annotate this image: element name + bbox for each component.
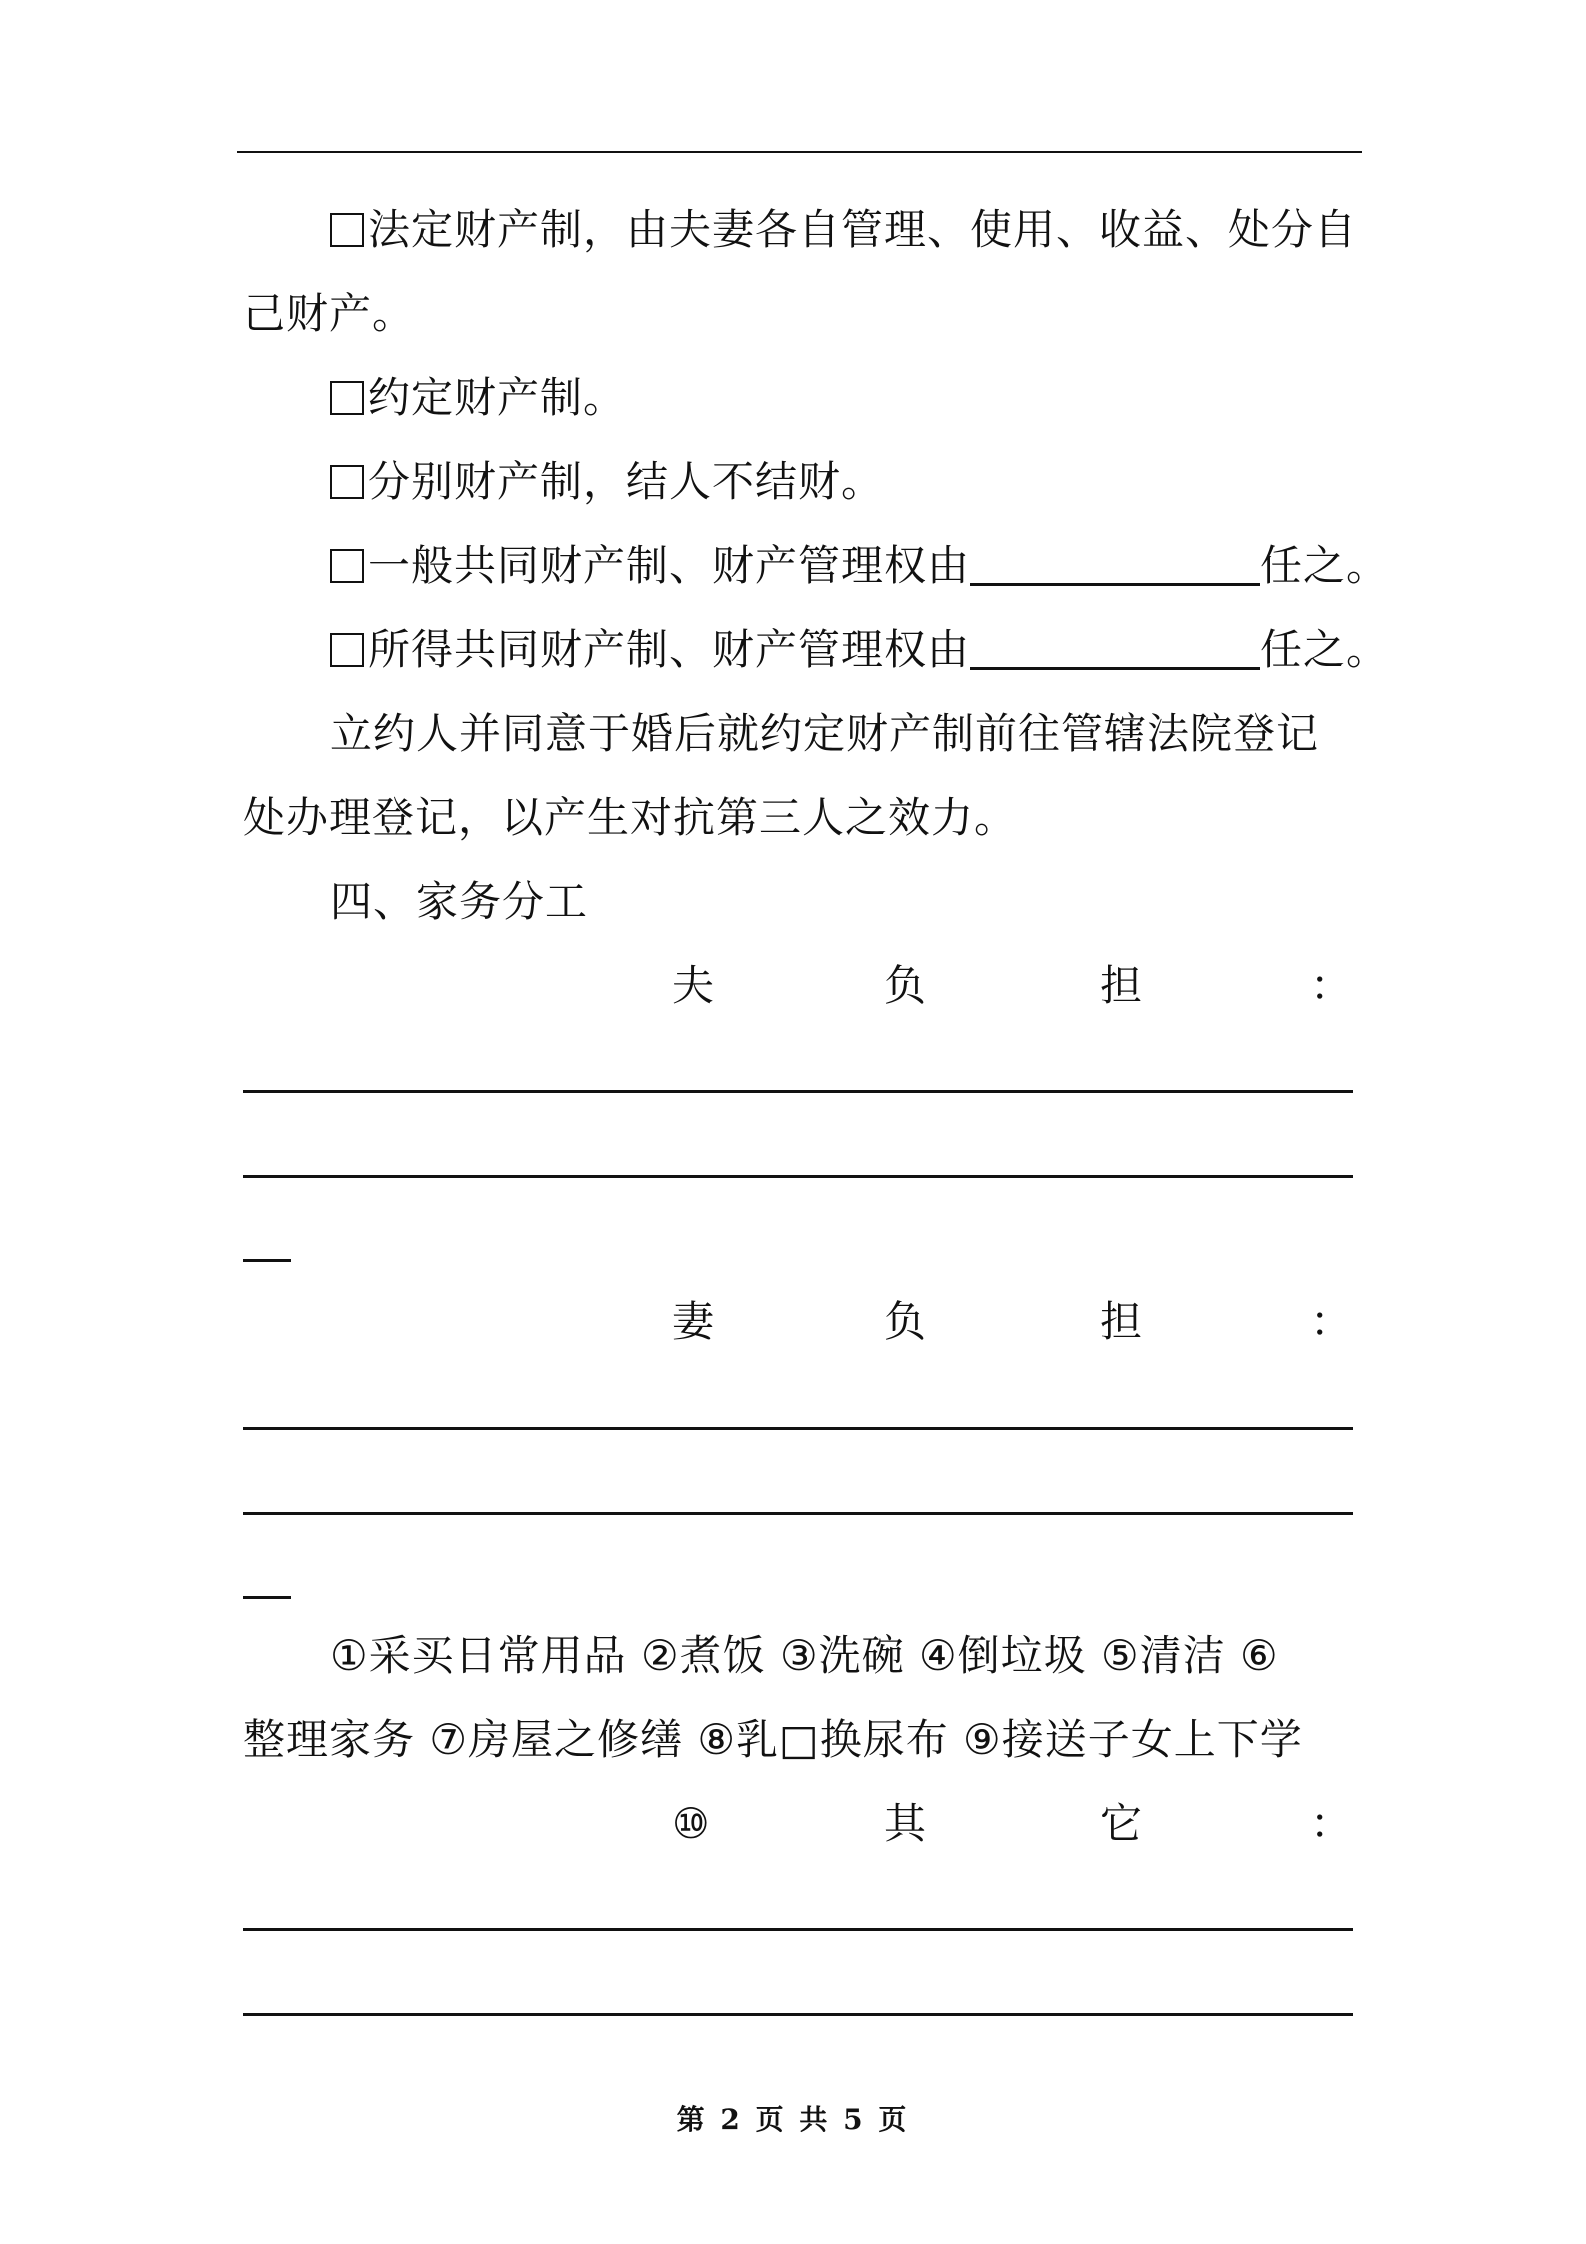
paragraph-agreed-property: 约定财产制。 <box>330 368 1450 428</box>
checkbox-separate[interactable] <box>330 465 364 499</box>
checkbox-statutory[interactable] <box>330 213 364 247</box>
wife-fill-line-2[interactable] <box>243 1512 1353 1515</box>
manager-blank-acquired[interactable] <box>970 627 1260 670</box>
paragraph-acquired-common-property: 所得共同财产制、财产管理权由 任之。 <box>330 620 1450 680</box>
paragraph-statutory-cont: 己财产。 <box>243 289 416 338</box>
checkbox-acquired-common[interactable] <box>330 633 364 667</box>
checkbox-general-common[interactable] <box>330 549 364 583</box>
wife-fill-line-1[interactable] <box>243 1427 1353 1430</box>
other-fill-line-1[interactable] <box>243 1928 1353 1931</box>
paragraph-general-common-property: 一般共同财产制、财产管理权由 任之。 <box>330 536 1450 596</box>
page-number: 第 2 页 共 5 页 <box>676 2103 910 2136</box>
manager-blank-general[interactable] <box>970 543 1260 586</box>
husband-fill-line-2[interactable] <box>243 1175 1353 1178</box>
chores-list-cont: 整理家务 ⑦房屋之修缮 ⑧乳□换尿布 ⑨接送子女上下学 <box>243 1715 1303 1764</box>
paragraph-separate-property: 分别财产制，结人不结财。 <box>330 452 1450 512</box>
chores-list: ①采买日常用品 ②煮饭 ③洗碗 ④倒垃圾 ⑤清洁 ⑥ <box>330 1631 1279 1680</box>
paragraph-statutory-property: 法定财产制，由夫妻各自管理、使用、收益、处分自 <box>330 200 1450 260</box>
other-fill-line-2[interactable] <box>243 2013 1353 2016</box>
husband-fill-line-1[interactable] <box>243 1090 1353 1093</box>
checkbox-agreed[interactable] <box>330 381 364 415</box>
husband-fill-line-3[interactable] <box>243 1259 291 1262</box>
paragraph-registration-cont: 处办理登记，以产生对抗第三人之效力。 <box>243 793 1018 842</box>
wife-fill-line-3[interactable] <box>243 1596 291 1599</box>
paragraph-registration: 立约人并同意于婚后就约定财产制前往管辖法院登记 <box>330 709 1320 758</box>
header-rule <box>237 151 1362 153</box>
section-heading-housework: 四、家务分工 <box>330 877 589 926</box>
